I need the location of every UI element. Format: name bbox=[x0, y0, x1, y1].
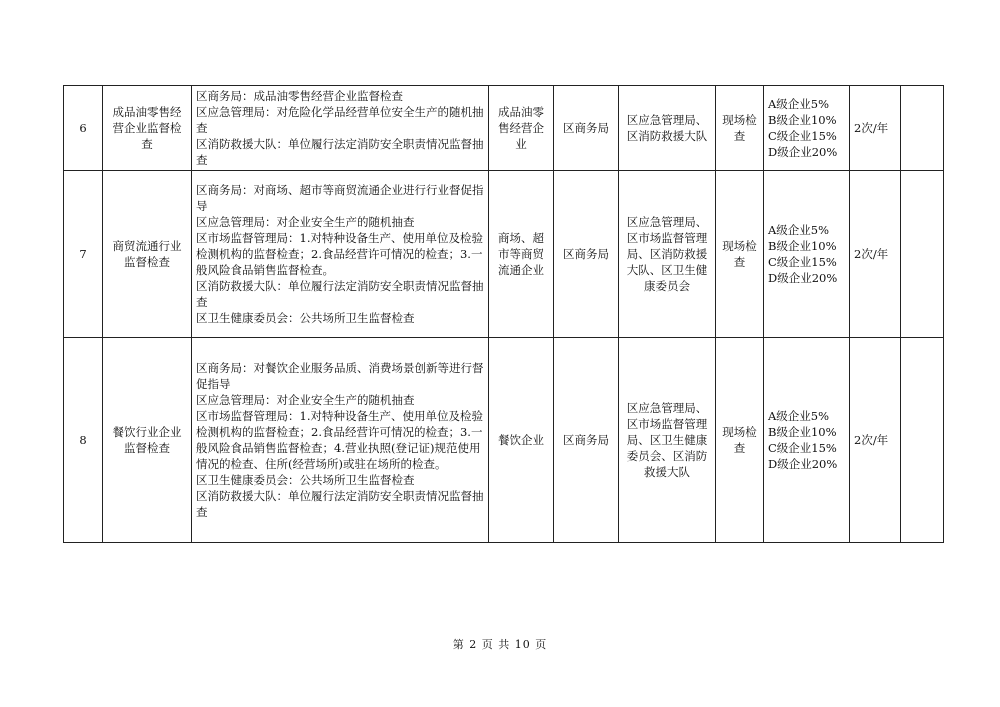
ratio-line: B级企业10% bbox=[768, 239, 837, 253]
check-content bbox=[192, 171, 489, 338]
cooperating-departments: 区应急管理局、区市场监督管理局、区卫生健康委员会、区消防救援大队 bbox=[619, 338, 716, 543]
lead-department: 区商务局 bbox=[554, 338, 619, 543]
ratio-line: B级企业10% bbox=[768, 113, 837, 127]
content-line: 区消防救援大队：单位履行法定消防安全职责情况监督抽查 bbox=[196, 279, 484, 309]
row-number: 6 bbox=[64, 86, 103, 171]
content-line: 区消防救援大队：单位履行法定消防安全职责情况监督抽查 bbox=[196, 489, 484, 519]
remarks bbox=[901, 171, 944, 338]
table-body bbox=[64, 86, 944, 543]
page-footer: 第 2 页 共 10 页 bbox=[452, 638, 548, 651]
content-line: 区商务局：对餐饮企业服务品质、消费场景创新等进行督促指导 bbox=[196, 361, 484, 391]
content-line: 区应急管理局：对企业安全生产的随机抽查 bbox=[196, 215, 415, 229]
ratio-line: D级企业20% bbox=[768, 145, 838, 159]
ratio-line: D级企业20% bbox=[768, 271, 838, 285]
check-object: 成品油零售经营企业 bbox=[489, 86, 554, 171]
content-line: 区卫生健康委员会：公共场所卫生监督检查 bbox=[196, 473, 415, 487]
content-line: 区应急管理局：对危险化学品经营单位安全生产的随机抽查 bbox=[196, 105, 484, 135]
content-line: 区应急管理局：对企业安全生产的随机抽查 bbox=[196, 393, 415, 407]
check-object: 商场、超市等商贸流通企业 bbox=[489, 171, 554, 338]
check-item-name: 商贸流通行业监督检查 bbox=[103, 171, 192, 338]
table-row bbox=[64, 86, 944, 171]
ratio-line: A级企业5% bbox=[768, 223, 830, 237]
check-item-name: 成品油零售经营企业监督检查 bbox=[103, 86, 192, 171]
check-frequency: 2次/年 bbox=[850, 338, 901, 543]
check-frequency: 2次/年 bbox=[850, 86, 901, 171]
remarks bbox=[901, 86, 944, 171]
sampling-ratio bbox=[764, 338, 850, 543]
sampling-ratio bbox=[764, 86, 850, 171]
content-line: 区商务局：成品油零售经营企业监督检查 bbox=[196, 89, 403, 103]
ratio-line: C级企业15% bbox=[768, 255, 837, 269]
content-line: 区市场监督管理局：1.对特种设备生产、使用单位及检验检测机构的监督检查；2.食品经营许可情况的检查；3.一般风险食品销售监督检查。 bbox=[196, 231, 483, 277]
table-row bbox=[64, 171, 944, 338]
content-line: 区卫生健康委员会：公共场所卫生监督检查 bbox=[196, 311, 415, 325]
cooperating-departments: 区应急管理局、区市场监督管理局、区消防救援大队、区卫生健康委员会 bbox=[619, 171, 716, 338]
table-row bbox=[64, 338, 944, 543]
ratio-line: C级企业15% bbox=[768, 129, 837, 143]
ratio-line: C级企业15% bbox=[768, 441, 837, 455]
ratio-line: A级企业5% bbox=[768, 409, 830, 423]
cooperating-departments: 区应急管理局、区消防救援大队 bbox=[619, 86, 716, 171]
ratio-line: A级企业5% bbox=[768, 97, 830, 111]
content-line: 区商务局：对商场、超市等商贸流通企业进行行业督促指导 bbox=[196, 183, 484, 213]
check-item-name: 餐饮行业企业监督检查 bbox=[103, 338, 192, 543]
check-object: 餐饮企业 bbox=[489, 338, 554, 543]
check-frequency: 2次/年 bbox=[850, 171, 901, 338]
check-content bbox=[192, 86, 489, 171]
row-number: 7 bbox=[64, 171, 103, 338]
ratio-line: B级企业10% bbox=[768, 425, 837, 439]
lead-department: 区商务局 bbox=[554, 86, 619, 171]
lead-department: 区商务局 bbox=[554, 171, 619, 338]
check-content bbox=[192, 338, 489, 543]
sampling-ratio bbox=[764, 171, 850, 338]
remarks bbox=[901, 338, 944, 543]
content-line: 区市场监督管理局：1.对特种设备生产、使用单位及检验检测机构的监督检查；2.食品经营许可情况的检查；3.一般风险食品销售监督检查；4.营业执照(登记证)规范使用情况的检查、住所(经营场所)或驻在场所的检查。 bbox=[196, 409, 483, 471]
check-method: 现场检查 bbox=[716, 86, 764, 171]
check-method: 现场检查 bbox=[716, 171, 764, 338]
content-line: 区消防救援大队：单位履行法定消防安全职责情况监督抽查 bbox=[196, 137, 484, 167]
ratio-line: D级企业20% bbox=[768, 457, 838, 471]
check-method: 现场检查 bbox=[716, 338, 764, 543]
row-number: 8 bbox=[64, 338, 103, 543]
inspection-table bbox=[63, 85, 944, 543]
